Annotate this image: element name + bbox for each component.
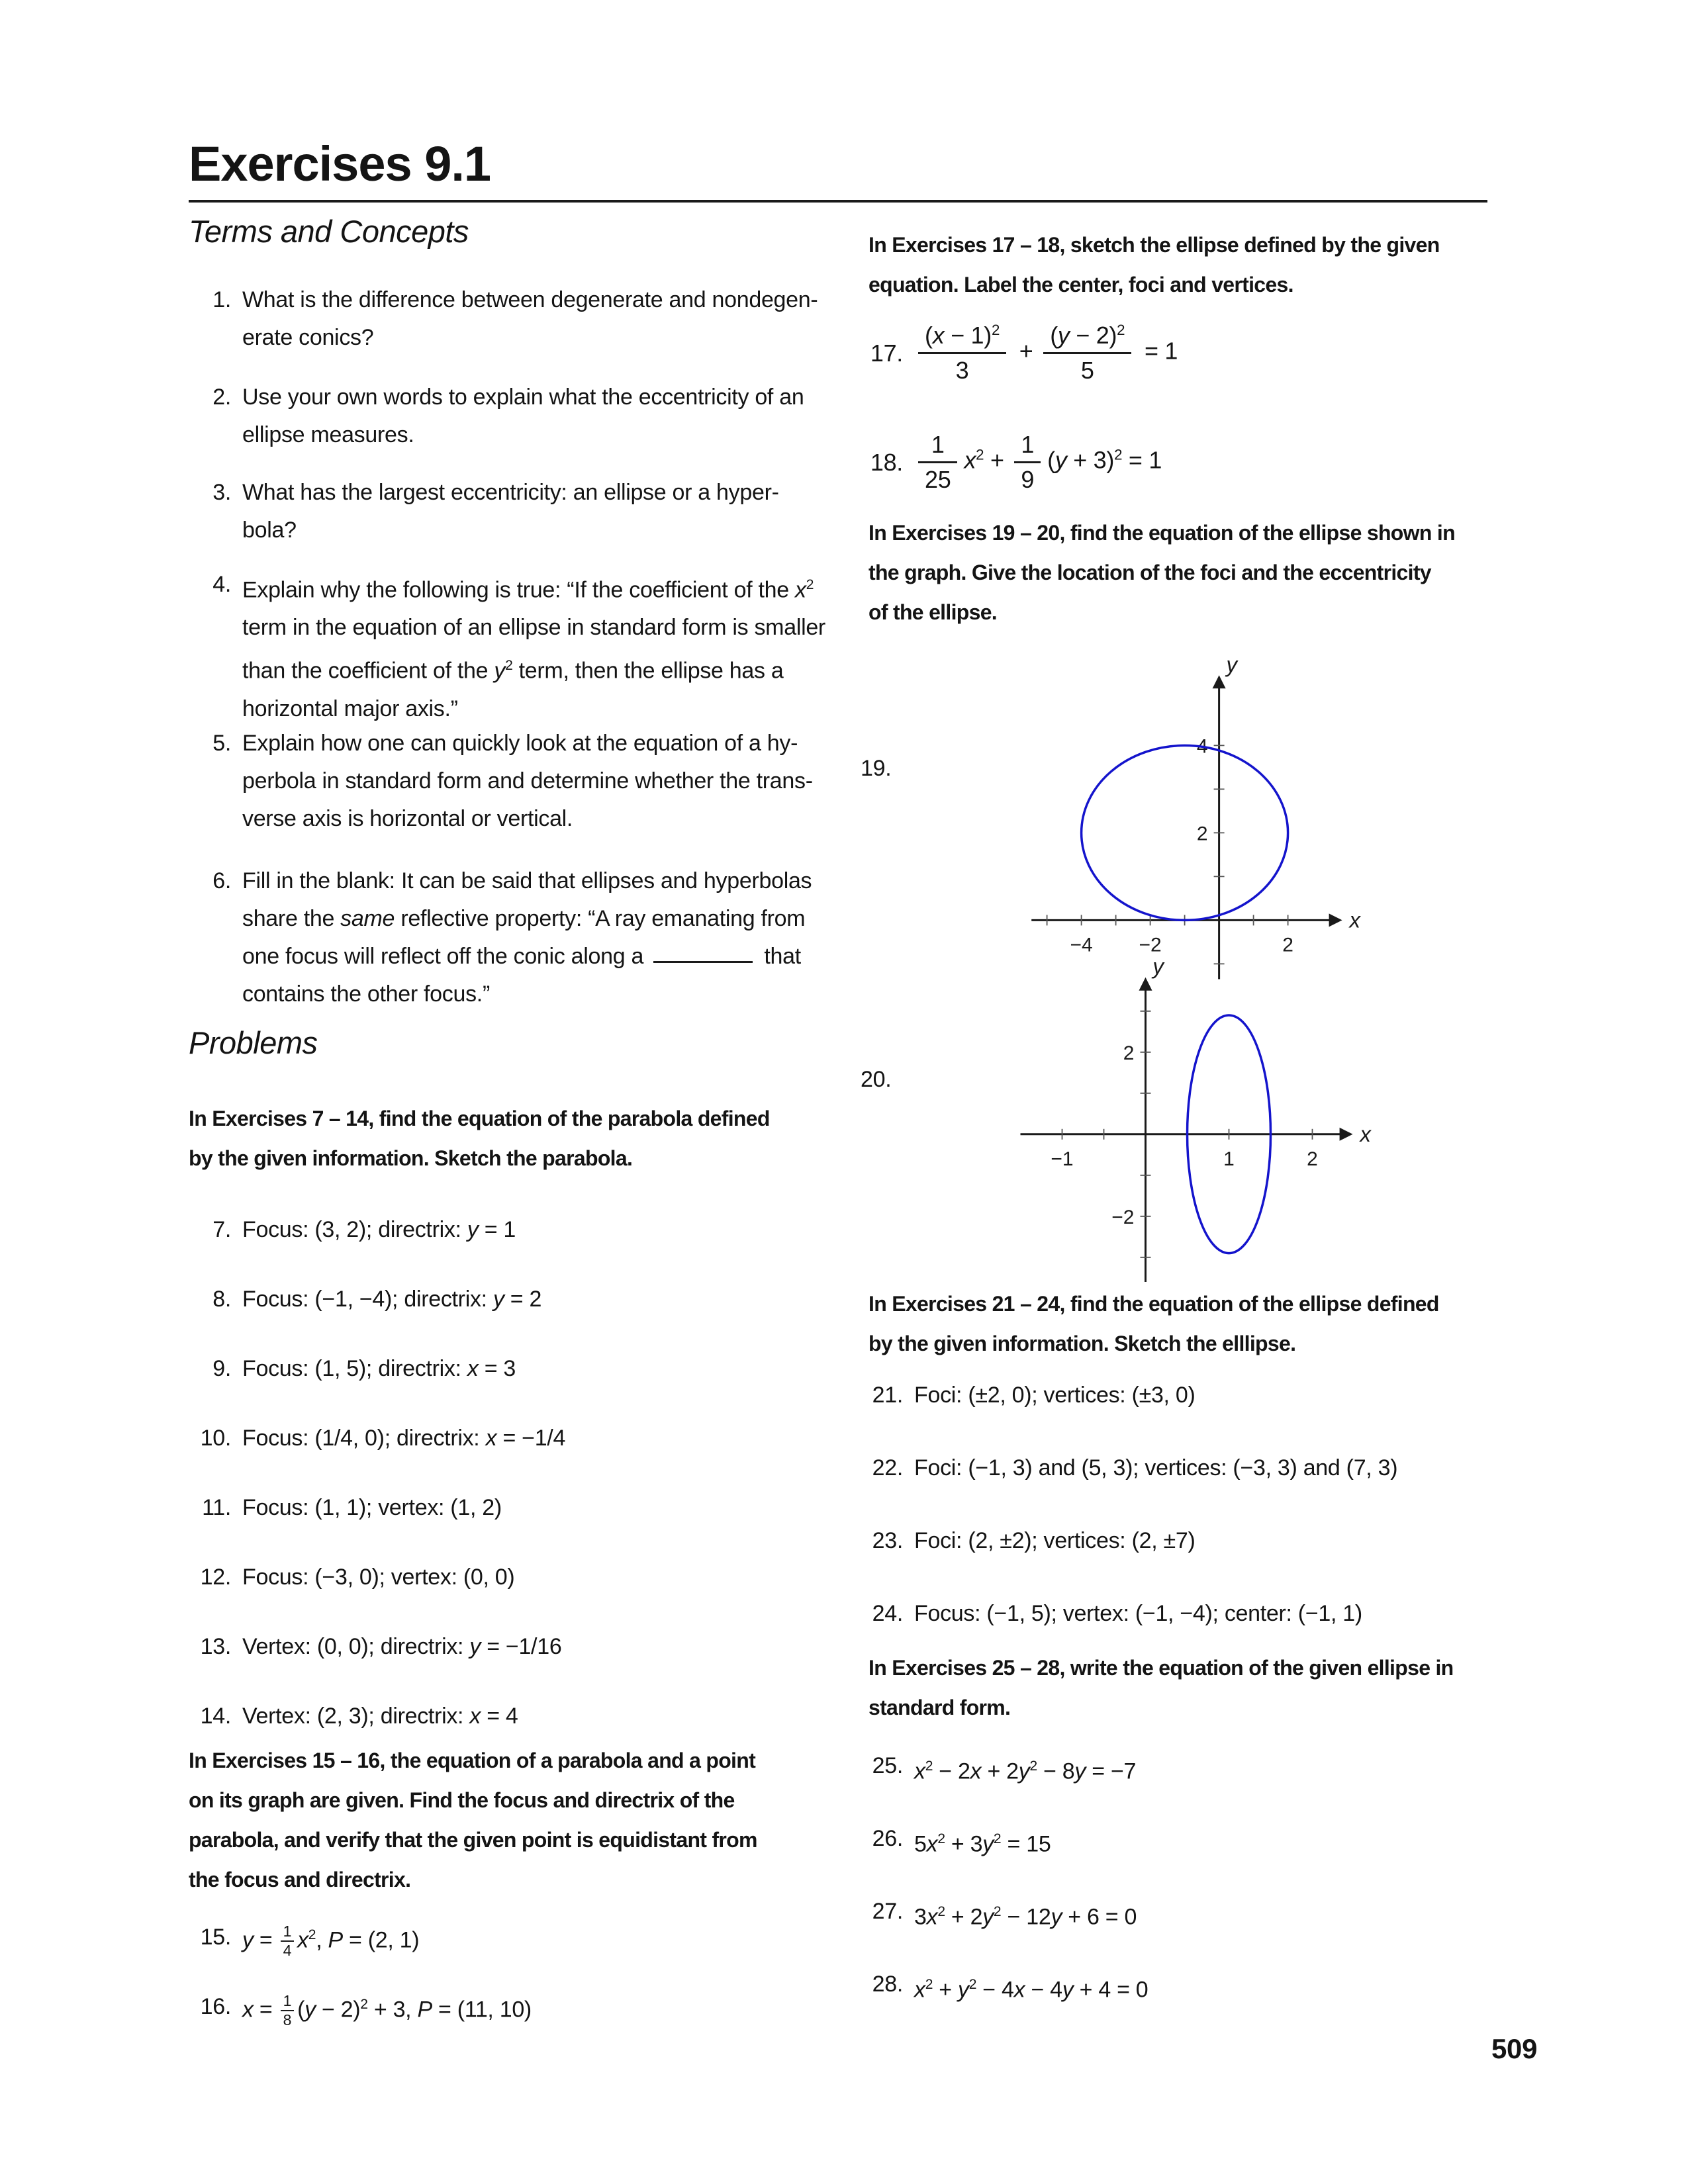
exercise-7	[189, 1211, 851, 1249]
item-text: $3x^2 + 2y^2 - 12y + 6 = 0$	[914, 1904, 1137, 1930]
x-tick-label: −2	[1139, 934, 1162, 956]
item-text: $x^2 + y^2 - 4x - 4y + 4 = 0$	[914, 1977, 1149, 2003]
exercise-24	[861, 1595, 1523, 1633]
x-tick-label: −4	[1070, 934, 1093, 956]
item-number: 18.	[870, 448, 903, 476]
x-tick-label: −1	[1051, 1148, 1074, 1170]
exercise-16	[189, 1985, 851, 2029]
exercise-8	[189, 1281, 851, 1318]
item-text: What has the largest eccentricity: an ellipse or a hyper- bola?	[242, 480, 779, 543]
item-text: $5x^2 + 3y^2 = 15$	[914, 1831, 1051, 1857]
exercise-22	[861, 1449, 1523, 1487]
exercise-28	[861, 1966, 1523, 2009]
x-arrow-icon	[1340, 1128, 1353, 1141]
graph-19-number: 19.	[861, 756, 892, 781]
x-axis-label: x	[1360, 1121, 1371, 1146]
page-number: 509	[1491, 2033, 1538, 2064]
exercise-23	[861, 1522, 1523, 1560]
exercise-27	[861, 1893, 1523, 1936]
item-number: 26.	[872, 1826, 903, 1851]
problems-heading: Problems	[189, 1025, 318, 1060]
item-text: $\frac{(x - 1)^2}{3}$ + $\frac{(y - 2)^2}{5}$ = 1	[914, 321, 1523, 385]
item-number: 13.	[200, 1634, 231, 1659]
instructions-19-20: In Exercises 19 – 20, find the equation of the ellipse shown in the graph. Give the location of the foci and the eccentricity of the ellipse.	[868, 521, 1455, 624]
term-item-4	[189, 566, 851, 728]
y-axis-label: y	[1226, 652, 1237, 677]
instructions-15-16: In Exercises 15 – 16, the equation of a parabola and a point on its graph are given. Find the focus and directrix of the parabola, and verify that the given point is equidistant from the focus and directrix.	[189, 1749, 757, 1891]
item-number: 8.	[212, 1287, 231, 1312]
exercise-13	[189, 1628, 851, 1666]
item-number: 3.	[212, 480, 231, 505]
terms-heading: Terms and Concepts	[189, 214, 469, 249]
x-tick-label: 1	[1223, 1148, 1235, 1170]
exercise-12	[189, 1559, 851, 1596]
item-number: 22.	[872, 1455, 903, 1480]
term-item-2	[189, 379, 851, 454]
term-item-1	[189, 281, 851, 357]
y-tick-label: −2	[1111, 1206, 1135, 1228]
term-item-3	[189, 474, 851, 549]
item-text: $x^2 - 2x + 2y^2 - 8y = -7$	[914, 1758, 1137, 1784]
item-text: y = $\frac{1}{4}$ $x^2$, P = (2, 1)	[242, 1923, 420, 1960]
exercise-15	[189, 1916, 851, 1960]
item-text: Focus: (1, 1); vertex: (1, 2)	[242, 1495, 502, 1520]
item-text: Focus: (1, 5); directrix: x = 3	[242, 1356, 516, 1381]
x-arrow-icon	[1329, 913, 1342, 927]
instructions-25-28: In Exercises 25 – 28, write the equation of the given ellipse in standard form.	[868, 1656, 1454, 1719]
x-tick-label: 2	[1282, 934, 1293, 956]
item-number: 11.	[202, 1495, 231, 1520]
item-number: 17.	[870, 339, 903, 367]
item-text: Foci: (±2, 0); vertices: (±3, 0)	[914, 1383, 1196, 1408]
item-text: x = $\frac{1}{8}$ $(y - 2)^2 + 3$, P = (11, 10)	[242, 1992, 532, 2029]
term-item-5	[189, 725, 851, 838]
y-arrow-icon	[1213, 675, 1226, 688]
exercise-10	[189, 1420, 851, 1457]
item-text: Vertex: (0, 0); directrix: y = −1/16	[242, 1634, 562, 1659]
item-number: 7.	[212, 1217, 231, 1242]
title-rule	[189, 200, 1487, 203]
x-axis-label: x	[1349, 907, 1360, 933]
item-text: Focus: (−3, 0); vertex: (0, 0)	[242, 1565, 515, 1590]
y-tick-label: 4	[1196, 735, 1208, 758]
item-text: Focus: (3, 2); directrix: y = 1	[242, 1217, 516, 1242]
y-arrow-icon	[1139, 978, 1152, 991]
item-number: 4.	[212, 572, 231, 597]
item-text: Foci: (2, ±2); vertices: (2, ±7)	[914, 1528, 1196, 1553]
exercise-18	[861, 430, 1523, 494]
instructions-21-24: In Exercises 21 – 24, find the equation of the ellipse defined by the given information. Sketch the elllipse.	[868, 1292, 1439, 1355]
item-text: Vertex: (2, 3); directrix: x = 4	[242, 1704, 518, 1729]
graph-20-number: 20.	[861, 1067, 892, 1092]
y-tick-label: 2	[1123, 1042, 1135, 1064]
exercise-14	[189, 1698, 851, 1735]
item-number: 1.	[212, 287, 231, 312]
item-number: 15.	[200, 1925, 231, 1950]
item-text: $\frac{1}{25}$ $x^2$ + $\frac{1}{9}$ $(y + 3)^2 = 1$	[914, 430, 1523, 494]
item-number: 10.	[200, 1426, 231, 1451]
item-number: 2.	[212, 385, 231, 410]
item-number: 21.	[872, 1383, 903, 1408]
item-number: 28.	[872, 1972, 903, 1997]
item-number: 23.	[872, 1528, 903, 1553]
exercise-9	[189, 1350, 851, 1388]
item-number: 6.	[212, 868, 231, 893]
item-text: Focus: (−1, −4); directrix: y = 2	[242, 1287, 542, 1312]
item-number: 14.	[200, 1704, 231, 1729]
item-number: 24.	[872, 1601, 903, 1626]
item-number: 16.	[200, 1994, 231, 2020]
item-number: 27.	[872, 1899, 903, 1924]
item-number: 5.	[212, 731, 231, 756]
ellipse-curve	[1082, 745, 1288, 920]
item-number: 12.	[200, 1565, 231, 1590]
item-text: Fill in the blank: It can be said that ellipses and hyperbolas share the same reflective property: “A ray emanating from one focus will reflect off the conic along a that contains the other focus.”	[242, 868, 812, 1007]
exercise-21	[861, 1377, 1523, 1414]
instructions-17-18: In Exercises 17 – 18, sketch the ellipse defined by the given equation. Label the center, foci and vertices.	[868, 233, 1440, 296]
exercise-25	[861, 1747, 1523, 1790]
exercise-11	[189, 1489, 851, 1527]
item-text: Foci: (−1, 3) and (5, 3); vertices: (−3, 3) and (7, 3)	[914, 1455, 1398, 1480]
page-title: Exercises 9.1	[189, 136, 491, 191]
ellipse-graph-20	[1000, 954, 1375, 1295]
instructions-7-14: In Exercises 7 – 14, find the equation of the parabola defined by the given information. Sketch the parabola.	[189, 1107, 770, 1170]
y-tick-label: 2	[1196, 823, 1208, 845]
item-text: Explain why the following is true: “If the coefficient of the $x^2$ term in the equation of an ellipse in standard form is smaller than the coefficient of the $y^2$ term, then the ellipse has a horizontal major axis.”	[242, 577, 825, 721]
item-text: Focus: (1/4, 0); directrix: x = −1/4	[242, 1426, 566, 1451]
item-number: 25.	[872, 1753, 903, 1778]
y-axis-label: y	[1152, 954, 1164, 979]
exercise-26	[861, 1820, 1523, 1863]
ellipse-graph-19	[1019, 652, 1360, 990]
term-item-6	[189, 862, 851, 1013]
exercise-17	[861, 321, 1523, 385]
item-text: Explain how one can quickly look at the equation of a hy- perbola in standard form and determine whether the trans- verse axis is horizontal or vertical.	[242, 731, 813, 831]
item-text: Focus: (−1, 5); vertex: (−1, −4); center: (−1, 1)	[914, 1601, 1362, 1626]
item-text: Use your own words to explain what the eccentricity of an ellipse measures.	[242, 385, 804, 447]
item-number: 9.	[212, 1356, 231, 1381]
item-text: What is the difference between degenerate and nondegen- erate conics?	[242, 287, 818, 350]
x-tick-label: 2	[1307, 1148, 1318, 1170]
